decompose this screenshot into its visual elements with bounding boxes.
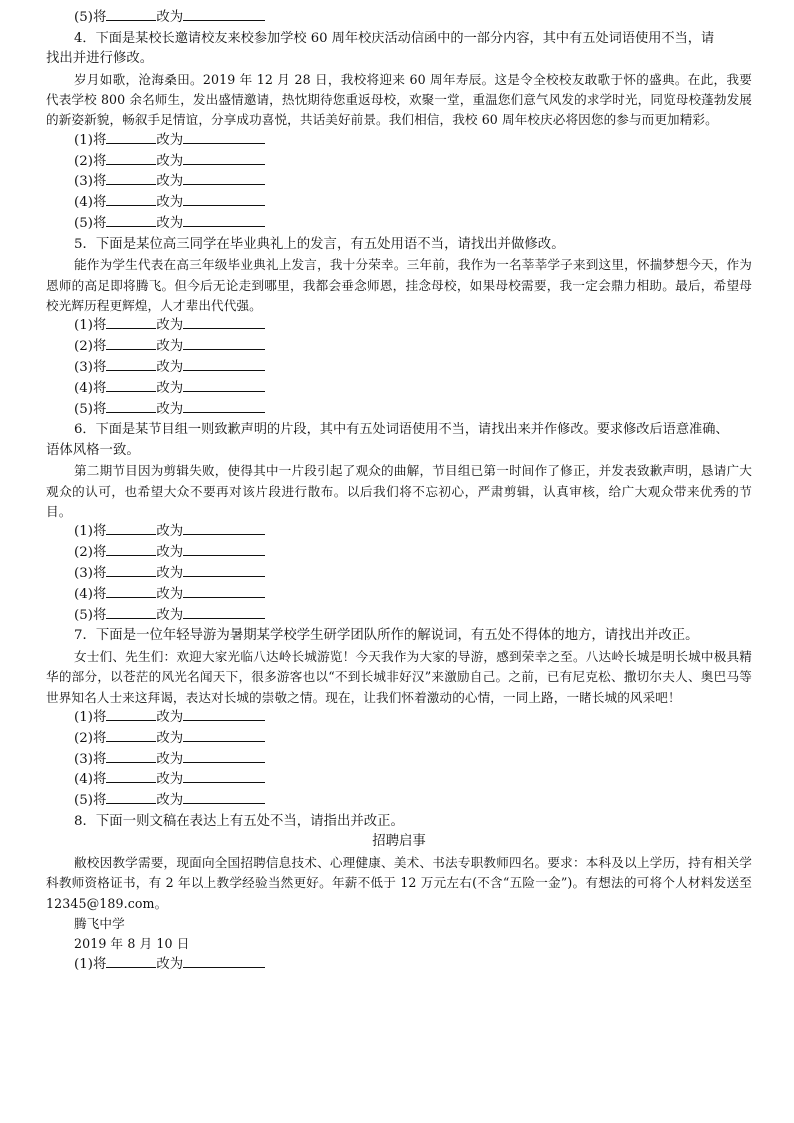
answer-line	[46, 400, 752, 421]
answer-blank-revised[interactable]	[183, 770, 265, 783]
answer-blank-revised[interactable]	[183, 379, 265, 392]
notice-date: 2019 年 8 月 10 日	[74, 936, 190, 952]
answer-gaiwei-label: 改为	[156, 545, 184, 561]
answer-number: (5)	[74, 10, 93, 25]
answer-gaiwei-label: 改为	[156, 524, 184, 540]
answer-blank-revised[interactable]	[183, 358, 265, 371]
answer-number: (1)	[74, 132, 93, 148]
answer-jiang-label: 将	[92, 132, 107, 148]
answer-blank-original[interactable]	[106, 400, 156, 413]
answer-number: (1)	[74, 956, 93, 972]
answer-jiang-label: 将	[92, 360, 107, 376]
answer-gaiwei-label: 改为	[156, 586, 184, 602]
answer-blank-original[interactable]	[106, 214, 156, 227]
answer-blank-revised[interactable]	[183, 172, 265, 185]
question-4-title-cont: 找出并进行修改。	[46, 51, 154, 67]
answer-blank-original[interactable]	[106, 131, 156, 144]
answer-line	[46, 543, 752, 564]
answer-jiang-label: 将	[92, 566, 107, 582]
answer-jiang-label: 将	[92, 339, 107, 355]
answer-number: (1)	[74, 524, 93, 540]
question-5-answers	[46, 316, 752, 420]
answer-gaiwei-label: 改为	[156, 195, 184, 211]
answer-blank-revised[interactable]	[183, 543, 265, 556]
answer-blank-revised[interactable]	[183, 316, 265, 329]
answer-gaiwei-label: 改为	[156, 793, 184, 809]
answer-blank-revised[interactable]	[183, 214, 265, 227]
answer-line	[46, 193, 752, 214]
answer-blank-original[interactable]	[106, 729, 156, 742]
answer-blank-revised[interactable]	[183, 8, 265, 21]
answer-line	[46, 770, 752, 791]
answer-line	[46, 152, 752, 173]
answer-blank-revised[interactable]	[183, 564, 265, 577]
answer-line	[46, 214, 752, 235]
answer-line	[46, 585, 752, 606]
answer-number: (2)	[74, 153, 93, 169]
question-7-title: 7．下面是一位年轻导游为暑期某学校学生研学团队所作的解说词，有五处不得体的地方，请找出并改正。	[74, 628, 699, 644]
answer-jiang-label: 将	[92, 586, 107, 602]
answer-gaiwei-label: 改为	[156, 607, 184, 623]
answer-line	[46, 729, 752, 750]
answer-gaiwei-label: 改为	[156, 10, 184, 25]
answer-jiang-label: 将	[92, 380, 107, 396]
answer-jiang-label: 将	[92, 10, 107, 25]
answer-blank-revised[interactable]	[183, 729, 265, 742]
answer-gaiwei-label: 改为	[156, 401, 184, 417]
answer-number: (2)	[74, 339, 93, 355]
answer-blank-revised[interactable]	[183, 791, 265, 804]
answer-line	[46, 750, 752, 771]
answer-number: (5)	[74, 216, 93, 231]
answer-number: (5)	[74, 793, 93, 809]
answer-number: (2)	[74, 730, 93, 746]
answer-jiang-label: 将	[92, 524, 107, 540]
answer-line	[46, 131, 752, 152]
answer-gaiwei-label: 改为	[156, 380, 184, 396]
answer-blank-revised[interactable]	[183, 131, 265, 144]
answer-line	[46, 606, 752, 627]
answer-number: (5)	[74, 607, 93, 623]
answer-line	[46, 358, 752, 379]
answer-line	[46, 791, 752, 812]
answer-gaiwei-label: 改为	[156, 566, 184, 582]
answer-blank-original[interactable]	[106, 708, 156, 721]
answer-jiang-label: 将	[92, 730, 107, 746]
answer-jiang-label: 将	[92, 607, 107, 623]
answer-blank-original[interactable]	[106, 337, 156, 350]
answer-blank-original[interactable]	[106, 750, 156, 763]
answer-blank-original[interactable]	[106, 193, 156, 206]
question-8-title: 8．下面一则文稿在表达上有五处不当，请指出并改正。	[74, 814, 404, 830]
answer-blank-revised[interactable]	[183, 708, 265, 721]
answer-number: (1)	[74, 318, 93, 334]
answer-jiang-label: 将	[92, 174, 107, 190]
answer-line	[46, 337, 752, 358]
answer-blank-revised[interactable]	[183, 400, 265, 413]
answer-number: (4)	[74, 772, 93, 788]
question-6-passage: 第二期节目因为剪辑失败，使得其中一片段引起了观众的曲解，节目组已第一时间作了修正，并发表致歉声明，恳请广大观众的认可，也希望大众不要再对该片段进行散布。以后我们将不忘初心，严肃剪辑，认真审核，给广大观众带来优秀的节目。	[46, 463, 752, 520]
answer-line	[46, 316, 752, 337]
answer-gaiwei-label: 改为	[156, 174, 184, 190]
answer-number: (3)	[74, 566, 93, 582]
answer-blank-original[interactable]	[106, 791, 156, 804]
question-8-answers	[46, 955, 752, 976]
question-4-title	[46, 29, 752, 49]
answer-line	[46, 172, 752, 193]
answer-blank-revised[interactable]	[183, 606, 265, 619]
answer-gaiwei-label: 改为	[156, 730, 184, 746]
answer-jiang-label: 将	[92, 401, 107, 417]
answer-jiang-label: 将	[92, 318, 107, 334]
answer-line	[46, 955, 752, 976]
question-6-title	[46, 420, 752, 440]
answer-blank-original[interactable]	[106, 955, 156, 968]
answer-number: (4)	[74, 380, 93, 396]
notice-heading: 招聘启事	[372, 834, 426, 850]
answer-line	[46, 522, 752, 543]
answer-blank-original[interactable]	[106, 770, 156, 783]
answer-gaiwei-label: 改为	[156, 956, 184, 972]
answer-blank-revised[interactable]	[183, 337, 265, 350]
answer-number: (2)	[74, 545, 93, 561]
answer-jiang-label: 将	[92, 216, 107, 231]
answer-line	[46, 708, 752, 729]
answer-gaiwei-label: 改为	[156, 339, 184, 355]
answer-blank-original[interactable]	[106, 172, 156, 185]
answer-blank-original[interactable]	[106, 358, 156, 371]
answer-gaiwei-label: 改为	[156, 772, 184, 788]
answer-blank-original[interactable]	[106, 564, 156, 577]
document-page	[46, 8, 752, 976]
answer-gaiwei-label: 改为	[156, 710, 184, 726]
answer-number: (5)	[74, 401, 93, 417]
answer-blank-original[interactable]	[106, 8, 156, 21]
question-4-title-text: 4．下面是某校长邀请校友来校参加学校 60 周年校庆活动信函中的一部分内容，其中有五处词语使用不当，请	[74, 30, 715, 46]
answer-jiang-label: 将	[92, 772, 107, 788]
answer-number: (3)	[74, 751, 93, 767]
answer-number: (1)	[74, 710, 93, 726]
answer-blank-original[interactable]	[106, 543, 156, 556]
answer-number: (3)	[74, 174, 93, 190]
question-5-title: 5．下面是某位高三同学在毕业典礼上的发言，有五处用语不当，请找出并做修改。	[74, 236, 565, 252]
question-5-passage: 能作为学生代表在高三年级毕业典礼上发言，我十分荣幸。三年前，我作为一名莘莘学子来到这里，怀揣梦想今天，作为恩师的高足即将腾飞。但今后无论走到哪里，我都会垂念师恩，挂念母校，如果母校需要，我一定会鼎力相助。最后，希望母校光辉历程更辉煌，人才辈出代代强。	[46, 257, 752, 314]
answer-blank-original[interactable]	[106, 152, 156, 165]
answer-jiang-label: 将	[92, 195, 107, 211]
answer-gaiwei-label: 改为	[156, 153, 184, 169]
answer-line	[46, 379, 752, 400]
answer-gaiwei-label: 改为	[156, 216, 184, 231]
answer-blank-original[interactable]	[106, 522, 156, 535]
answer-jiang-label: 将	[92, 545, 107, 561]
answer-jiang-label: 将	[92, 956, 107, 972]
answer-gaiwei-label: 改为	[156, 751, 184, 767]
answer-blank-original[interactable]	[106, 585, 156, 598]
notice-signature: 腾飞中学	[74, 916, 125, 932]
answer-jiang-label: 将	[92, 710, 107, 726]
answer-blank-revised[interactable]	[183, 522, 265, 535]
question-7-answers	[46, 708, 752, 812]
question-6-title-cont: 语体风格一致。	[46, 442, 140, 458]
question-6-title-text: 6．下面是某节目组一则致歉声明的片段，其中有五处词语使用不当，请找出来并作修改。要求修改后语意准确、	[74, 422, 729, 438]
answer-number: (4)	[74, 586, 93, 602]
answer-line	[46, 564, 752, 585]
question-4-answers	[46, 131, 752, 235]
answer-jiang-label: 将	[92, 751, 107, 767]
answer-blank-original[interactable]	[106, 606, 156, 619]
answer-blank-original[interactable]	[106, 379, 156, 392]
answer-blank-revised[interactable]	[183, 193, 265, 206]
answer-line	[46, 8, 752, 29]
answer-gaiwei-label: 改为	[156, 318, 184, 334]
question-4-passage: 岁月如歌，沧海桑田。2019 年 12 月 28 日，我校将迎来 60 周年寿辰。这是令全校校友敢歌于怀的盛典。在此，我要代表学校 800 余名师生，发出盛情邀请，热忱期待您重返母校，欢聚一堂，重温您们意气风发的求学时光，同览母校蓬勃发展的新姿新貌，畅叙手足情谊，分享成功喜悦，共话美好前景。我们相信，我校 60 周年校庆必将因您的参与而更加精彩。	[46, 71, 752, 128]
answer-jiang-label: 将	[92, 153, 107, 169]
answer-blank-revised[interactable]	[183, 585, 265, 598]
answer-jiang-label: 将	[92, 793, 107, 809]
answer-gaiwei-label: 改为	[156, 132, 184, 148]
question-7-passage: 女士们、先生们：欢迎大家光临八达岭长城游览！今天我作为大家的导游，感到荣幸之至。八达岭长城是明长城中极具精华的部分，以苍茫的风光名闻天下，很多游客也以“不到长城非好汉”来激励自己。之前，已有尼克松、撒切尔夫人、奥巴马等世界知名人士来这拜谒，表达对长城的崇敬之情。现在，让我们怀着激动的心情，一同上路，一睹长城的风采吧！	[46, 648, 752, 705]
answer-number: (3)	[74, 360, 93, 376]
answer-blank-original[interactable]	[106, 316, 156, 329]
answer-blank-revised[interactable]	[183, 955, 265, 968]
question-6-answers	[46, 522, 752, 626]
question-8-passage: 敝校因教学需要，现面向全国招聘信息技术、心理健康、美术、书法专职教师四名。要求：本科及以上学历，持有相关学科教师资格证书，有 2 年以上教学经验当然更好。年薪不低于 12 万元左右(不含“五险一金”)。有想法的可将个人材料发送至 12345@189.com。	[46, 854, 752, 911]
answer-gaiwei-label: 改为	[156, 360, 184, 376]
answer-blank-revised[interactable]	[183, 152, 265, 165]
answer-blank-revised[interactable]	[183, 750, 265, 763]
answer-number: (4)	[74, 195, 93, 211]
